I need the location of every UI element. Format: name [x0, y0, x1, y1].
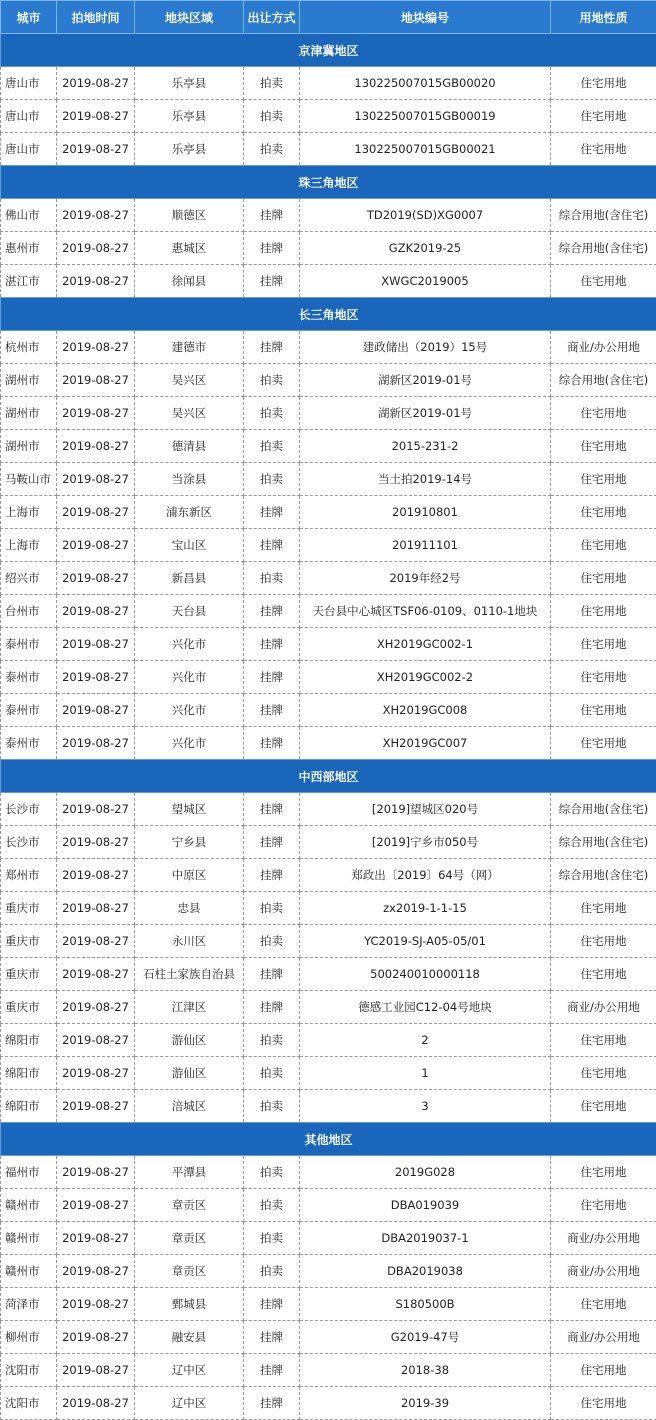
plot-id-cell: GZK2019-25	[300, 232, 551, 265]
land-use-cell: 住宅用地	[551, 1090, 656, 1123]
city-cell: 上海市	[1, 496, 57, 529]
date-cell: 2019-08-27	[57, 1189, 135, 1222]
area-cell: 章贡区	[135, 1222, 244, 1255]
header-area: 地块区域	[135, 1, 244, 34]
land-use-cell: 住宅用地	[551, 661, 656, 694]
date-cell: 2019-08-27	[57, 496, 135, 529]
table-row	[1, 1354, 656, 1387]
plot-id-cell: 郑政出〔2019〕64号（网）	[300, 859, 551, 892]
land-use-cell: 综合用地(含住宅)	[551, 232, 656, 265]
table-row	[1, 1090, 656, 1123]
area-cell: 宝山区	[135, 529, 244, 562]
plot-id-cell: 3	[300, 1090, 551, 1123]
table-row	[1, 463, 656, 496]
section-header-row	[1, 1123, 656, 1156]
land-use-cell: 住宅用地	[551, 727, 656, 760]
date-cell: 2019-08-27	[57, 331, 135, 364]
city-cell: 唐山市	[1, 133, 57, 166]
plot-id-cell: DBA2019038	[300, 1255, 551, 1288]
section-header-row	[1, 166, 656, 199]
city-cell: 湖州市	[1, 364, 57, 397]
table-row	[1, 364, 656, 397]
land-use-cell: 综合用地(含住宅)	[551, 199, 656, 232]
land-use-cell: 住宅用地	[551, 1156, 656, 1189]
table-row	[1, 892, 656, 925]
area-cell: 鄄城县	[135, 1288, 244, 1321]
area-cell: 章贡区	[135, 1189, 244, 1222]
land-use-cell: 商业/办公用地	[551, 1321, 656, 1354]
header-city: 城市	[1, 1, 57, 34]
date-cell: 2019-08-27	[57, 991, 135, 1024]
table-row	[1, 628, 656, 661]
table-row	[1, 265, 656, 298]
land-use-cell: 住宅用地	[551, 694, 656, 727]
city-cell: 台州市	[1, 595, 57, 628]
area-cell: 永川区	[135, 925, 244, 958]
land-use-cell: 住宅用地	[551, 1057, 656, 1090]
plot-id-cell: [2019]望城区020号	[300, 793, 551, 826]
method-cell: 挂牌	[244, 958, 300, 991]
city-cell: 绍兴市	[1, 562, 57, 595]
land-use-cell: 住宅用地	[551, 397, 656, 430]
table-row	[1, 1024, 656, 1057]
table-row	[1, 991, 656, 1024]
table-row	[1, 1288, 656, 1321]
date-cell: 2019-08-27	[57, 694, 135, 727]
date-cell: 2019-08-27	[57, 925, 135, 958]
area-cell: 涪城区	[135, 1090, 244, 1123]
method-cell: 挂牌	[244, 727, 300, 760]
land-use-cell: 商业/办公用地	[551, 1255, 656, 1288]
land-use-cell: 综合用地(含住宅)	[551, 364, 656, 397]
land-use-cell: 住宅用地	[551, 562, 656, 595]
table-row	[1, 100, 656, 133]
method-cell: 拍卖	[244, 67, 300, 100]
land-use-cell: 商业/办公用地	[551, 331, 656, 364]
table-row	[1, 397, 656, 430]
city-cell: 佛山市	[1, 199, 57, 232]
city-cell: 重庆市	[1, 925, 57, 958]
land-use-cell: 综合用地(含住宅)	[551, 793, 656, 826]
date-cell: 2019-08-27	[57, 1288, 135, 1321]
area-cell: 石柱土家族自治县	[135, 958, 244, 991]
table-row	[1, 1189, 656, 1222]
land-use-cell: 住宅用地	[551, 265, 656, 298]
area-cell: 宁乡县	[135, 826, 244, 859]
method-cell: 拍卖	[244, 463, 300, 496]
date-cell: 2019-08-27	[57, 628, 135, 661]
method-cell: 拍卖	[244, 397, 300, 430]
method-cell: 挂牌	[244, 529, 300, 562]
plot-id-cell: 湖新区2019-01号	[300, 397, 551, 430]
land-use-cell: 住宅用地	[551, 463, 656, 496]
plot-id-cell: 2019年经2号	[300, 562, 551, 595]
area-cell: 惠城区	[135, 232, 244, 265]
area-cell: 浦东新区	[135, 496, 244, 529]
land-use-cell: 住宅用地	[551, 529, 656, 562]
land-use-cell: 住宅用地	[551, 133, 656, 166]
land-use-cell: 住宅用地	[551, 628, 656, 661]
method-cell: 拍卖	[244, 1222, 300, 1255]
area-cell: 乐亭县	[135, 67, 244, 100]
date-cell: 2019-08-27	[57, 1090, 135, 1123]
method-cell: 挂牌	[244, 1354, 300, 1387]
plot-id-cell: 2015-231-2	[300, 430, 551, 463]
table-row	[1, 1321, 656, 1354]
plot-id-cell: 130225007015GB00021	[300, 133, 551, 166]
section-header-row	[1, 760, 656, 793]
area-cell: 辽中区	[135, 1387, 244, 1420]
plot-id-cell: [2019]宁乡市050号	[300, 826, 551, 859]
area-cell: 乐亭县	[135, 133, 244, 166]
table-row	[1, 826, 656, 859]
method-cell: 挂牌	[244, 331, 300, 364]
plot-id-cell: DBA2019037-1	[300, 1222, 551, 1255]
city-cell: 泰州市	[1, 661, 57, 694]
area-cell: 中原区	[135, 859, 244, 892]
plot-id-cell: 德感工业园C12-04号地块	[300, 991, 551, 1024]
land-use-cell: 住宅用地	[551, 1288, 656, 1321]
table-row	[1, 529, 656, 562]
header-date: 拍地时间	[57, 1, 135, 34]
date-cell: 2019-08-27	[57, 265, 135, 298]
city-cell: 马鞍山市	[1, 463, 57, 496]
table-row	[1, 199, 656, 232]
header-plot-id: 地块编号	[300, 1, 551, 34]
date-cell: 2019-08-27	[57, 364, 135, 397]
city-cell: 惠州市	[1, 232, 57, 265]
method-cell: 挂牌	[244, 199, 300, 232]
plot-id-cell: 201910801	[300, 496, 551, 529]
method-cell: 拍卖	[244, 925, 300, 958]
plot-id-cell: 2	[300, 1024, 551, 1057]
method-cell: 挂牌	[244, 496, 300, 529]
city-cell: 赣州市	[1, 1189, 57, 1222]
date-cell: 2019-08-27	[57, 892, 135, 925]
city-cell: 沈阳市	[1, 1354, 57, 1387]
date-cell: 2019-08-27	[57, 1387, 135, 1420]
plot-id-cell: DBA019039	[300, 1189, 551, 1222]
land-use-cell: 住宅用地	[551, 1387, 656, 1420]
date-cell: 2019-08-27	[57, 793, 135, 826]
plot-id-cell: XH2019GC007	[300, 727, 551, 760]
area-cell: 辽中区	[135, 1354, 244, 1387]
city-cell: 绵阳市	[1, 1057, 57, 1090]
header-method: 出让方式	[244, 1, 300, 34]
date-cell: 2019-08-27	[57, 958, 135, 991]
method-cell: 挂牌	[244, 1387, 300, 1420]
city-cell: 柳州市	[1, 1321, 57, 1354]
area-cell: 吴兴区	[135, 397, 244, 430]
area-cell: 当涂县	[135, 463, 244, 496]
plot-id-cell: 2018-38	[300, 1354, 551, 1387]
area-cell: 游仙区	[135, 1057, 244, 1090]
date-cell: 2019-08-27	[57, 232, 135, 265]
area-cell: 兴化市	[135, 694, 244, 727]
city-cell: 泰州市	[1, 628, 57, 661]
land-use-cell: 商业/办公用地	[551, 991, 656, 1024]
date-cell: 2019-08-27	[57, 1024, 135, 1057]
header-land-use: 用地性质	[551, 1, 656, 34]
section-header-row	[1, 298, 656, 331]
plot-id-cell: zx2019-1-1-15	[300, 892, 551, 925]
area-cell: 融安县	[135, 1321, 244, 1354]
method-cell: 拍卖	[244, 1090, 300, 1123]
date-cell: 2019-08-27	[57, 595, 135, 628]
table-row	[1, 232, 656, 265]
city-cell: 泰州市	[1, 727, 57, 760]
method-cell: 拍卖	[244, 892, 300, 925]
date-cell: 2019-08-27	[57, 562, 135, 595]
table-row	[1, 661, 656, 694]
method-cell: 拍卖	[244, 100, 300, 133]
table-row	[1, 793, 656, 826]
land-use-cell: 住宅用地	[551, 958, 656, 991]
date-cell: 2019-08-27	[57, 1354, 135, 1387]
area-cell: 吴兴区	[135, 364, 244, 397]
area-cell: 乐亭县	[135, 100, 244, 133]
date-cell: 2019-08-27	[57, 67, 135, 100]
date-cell: 2019-08-27	[57, 661, 135, 694]
table-row	[1, 133, 656, 166]
plot-id-cell: 130225007015GB00019	[300, 100, 551, 133]
plot-id-cell: 建政储出（2019）15号	[300, 331, 551, 364]
header-row	[1, 1, 656, 34]
table-row	[1, 1222, 656, 1255]
area-cell: 德清县	[135, 430, 244, 463]
city-cell: 重庆市	[1, 991, 57, 1024]
method-cell: 挂牌	[244, 991, 300, 1024]
city-cell: 绵阳市	[1, 1024, 57, 1057]
plot-id-cell: XH2019GC008	[300, 694, 551, 727]
method-cell: 挂牌	[244, 826, 300, 859]
method-cell: 挂牌	[244, 661, 300, 694]
city-cell: 重庆市	[1, 958, 57, 991]
area-cell: 天台县	[135, 595, 244, 628]
city-cell: 重庆市	[1, 892, 57, 925]
table-row	[1, 1387, 656, 1420]
method-cell: 拍卖	[244, 1255, 300, 1288]
method-cell: 挂牌	[244, 628, 300, 661]
date-cell: 2019-08-27	[57, 1156, 135, 1189]
land-use-cell: 住宅用地	[551, 496, 656, 529]
plot-id-cell: 1	[300, 1057, 551, 1090]
method-cell: 拍卖	[244, 430, 300, 463]
method-cell: 挂牌	[244, 793, 300, 826]
area-cell: 望城区	[135, 793, 244, 826]
section-title: 其他地区	[1, 1123, 656, 1156]
date-cell: 2019-08-27	[57, 100, 135, 133]
table-body	[1, 34, 656, 1420]
city-cell: 赣州市	[1, 1222, 57, 1255]
area-cell: 顺德区	[135, 199, 244, 232]
land-use-cell: 综合用地(含住宅)	[551, 826, 656, 859]
date-cell: 2019-08-27	[57, 1255, 135, 1288]
table-row	[1, 496, 656, 529]
date-cell: 2019-08-27	[57, 430, 135, 463]
method-cell: 挂牌	[244, 265, 300, 298]
plot-id-cell: XH2019GC002-1	[300, 628, 551, 661]
area-cell: 平潭县	[135, 1156, 244, 1189]
area-cell: 江津区	[135, 991, 244, 1024]
method-cell: 拍卖	[244, 1057, 300, 1090]
city-cell: 杭州市	[1, 331, 57, 364]
table-row	[1, 694, 656, 727]
method-cell: 挂牌	[244, 1288, 300, 1321]
plot-id-cell: 当土拍2019-14号	[300, 463, 551, 496]
table-row	[1, 562, 656, 595]
plot-id-cell: G2019-47号	[300, 1321, 551, 1354]
table-row	[1, 859, 656, 892]
plot-id-cell: YC2019-SJ-A05-05/01	[300, 925, 551, 958]
method-cell: 挂牌	[244, 694, 300, 727]
city-cell: 长沙市	[1, 793, 57, 826]
date-cell: 2019-08-27	[57, 727, 135, 760]
city-cell: 上海市	[1, 529, 57, 562]
area-cell: 徐闻县	[135, 265, 244, 298]
land-use-cell: 住宅用地	[551, 67, 656, 100]
city-cell: 赣州市	[1, 1255, 57, 1288]
land-use-cell: 住宅用地	[551, 925, 656, 958]
city-cell: 郑州市	[1, 859, 57, 892]
section-title: 长三角地区	[1, 298, 656, 331]
land-use-cell: 住宅用地	[551, 1354, 656, 1387]
table-row	[1, 595, 656, 628]
land-use-cell: 住宅用地	[551, 595, 656, 628]
plot-id-cell: 2019-39	[300, 1387, 551, 1420]
method-cell: 拍卖	[244, 1156, 300, 1189]
section-title: 中西部地区	[1, 760, 656, 793]
plot-id-cell: 天台县中心城区TSF06-0109、0110-1地块	[300, 595, 551, 628]
method-cell: 挂牌	[244, 595, 300, 628]
land-use-cell: 商业/办公用地	[551, 1222, 656, 1255]
area-cell: 新昌县	[135, 562, 244, 595]
land-use-cell: 住宅用地	[551, 1189, 656, 1222]
table-row	[1, 1156, 656, 1189]
date-cell: 2019-08-27	[57, 529, 135, 562]
city-cell: 沈阳市	[1, 1387, 57, 1420]
table-row	[1, 958, 656, 991]
table-row	[1, 1255, 656, 1288]
date-cell: 2019-08-27	[57, 1057, 135, 1090]
city-cell: 湖州市	[1, 397, 57, 430]
table-row	[1, 1057, 656, 1090]
section-title: 珠三角地区	[1, 166, 656, 199]
section-title: 京津冀地区	[1, 34, 656, 67]
city-cell: 唐山市	[1, 100, 57, 133]
area-cell: 章贡区	[135, 1255, 244, 1288]
table-row	[1, 925, 656, 958]
plot-id-cell: 201911101	[300, 529, 551, 562]
area-cell: 兴化市	[135, 727, 244, 760]
date-cell: 2019-08-27	[57, 859, 135, 892]
city-cell: 湛江市	[1, 265, 57, 298]
date-cell: 2019-08-27	[57, 463, 135, 496]
land-use-cell: 住宅用地	[551, 100, 656, 133]
land-use-cell: 住宅用地	[551, 1024, 656, 1057]
city-cell: 绵阳市	[1, 1090, 57, 1123]
method-cell: 挂牌	[244, 859, 300, 892]
city-cell: 菏泽市	[1, 1288, 57, 1321]
table-row	[1, 67, 656, 100]
method-cell: 拍卖	[244, 1189, 300, 1222]
method-cell: 挂牌	[244, 232, 300, 265]
plot-id-cell: XH2019GC002-2	[300, 661, 551, 694]
city-cell: 湖州市	[1, 430, 57, 463]
city-cell: 泰州市	[1, 694, 57, 727]
date-cell: 2019-08-27	[57, 199, 135, 232]
plot-id-cell: 500240010000118	[300, 958, 551, 991]
method-cell: 拍卖	[244, 133, 300, 166]
area-cell: 建德市	[135, 331, 244, 364]
city-cell: 长沙市	[1, 826, 57, 859]
method-cell: 挂牌	[244, 1321, 300, 1354]
method-cell: 拍卖	[244, 364, 300, 397]
date-cell: 2019-08-27	[57, 1321, 135, 1354]
plot-id-cell: S180500B	[300, 1288, 551, 1321]
area-cell: 兴化市	[135, 661, 244, 694]
date-cell: 2019-08-27	[57, 133, 135, 166]
plot-id-cell: 湖新区2019-01号	[300, 364, 551, 397]
section-header-row	[1, 34, 656, 67]
city-cell: 福州市	[1, 1156, 57, 1189]
plot-id-cell: TD2019(SD)XG0007	[300, 199, 551, 232]
method-cell: 拍卖	[244, 562, 300, 595]
method-cell: 拍卖	[244, 1024, 300, 1057]
land-use-cell: 住宅用地	[551, 892, 656, 925]
area-cell: 忠县	[135, 892, 244, 925]
area-cell: 游仙区	[135, 1024, 244, 1057]
table-row	[1, 727, 656, 760]
date-cell: 2019-08-27	[57, 397, 135, 430]
city-cell: 唐山市	[1, 67, 57, 100]
date-cell: 2019-08-27	[57, 1222, 135, 1255]
table-row	[1, 331, 656, 364]
table-row	[1, 430, 656, 463]
plot-id-cell: 130225007015GB00020	[300, 67, 551, 100]
date-cell: 2019-08-27	[57, 826, 135, 859]
land-use-cell: 住宅用地	[551, 430, 656, 463]
plot-id-cell: XWGC2019005	[300, 265, 551, 298]
plot-id-cell: 2019G028	[300, 1156, 551, 1189]
land-use-cell: 综合用地(含住宅)	[551, 859, 656, 892]
area-cell: 兴化市	[135, 628, 244, 661]
